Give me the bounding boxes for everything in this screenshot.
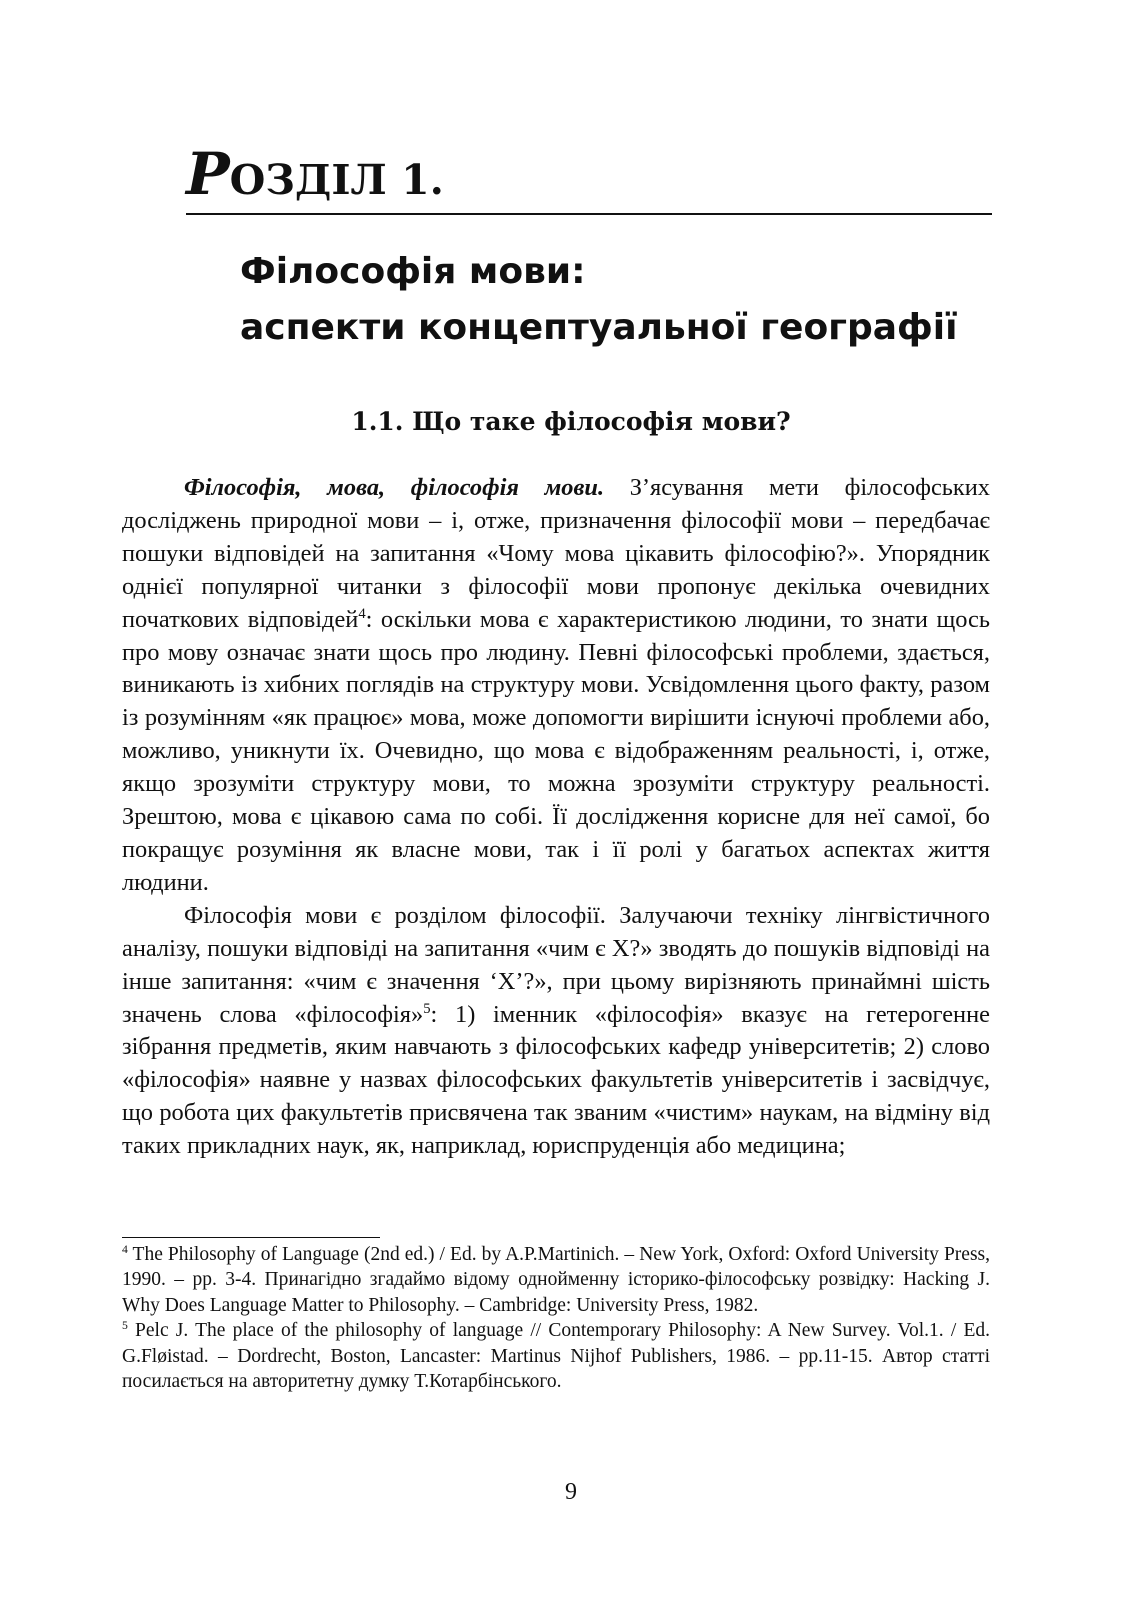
chapter-rule: [186, 213, 992, 215]
chapter-title-line-2: аспекти концептуальної географії: [240, 307, 958, 348]
footnote-5: [122, 1318, 990, 1394]
footnote-ref-5[interactable]: 5: [423, 1000, 431, 1017]
page-number: 9: [565, 1479, 577, 1505]
chapter-title: [240, 244, 1000, 356]
footnotes: [122, 1242, 990, 1394]
chapter-initial: Р: [186, 140, 230, 208]
footnote-number: 5: [122, 1319, 128, 1333]
paragraph-1-text-a: З’ясування мети філософських досліджень природної мови – і, отже, призначення філософії мови – передбачає пошуки відповідей на запитання «Чому мова цікавить філософію?». Упорядник однієї популярної читанки з філософії мови пропонує декілька очевидних початкових відповідей: [122, 474, 990, 633]
paragraph-2-text-a: Філософія мови є розділом філософії. Залучаючи техніку лінгвістичного аналізу, пошуки відповіді на запитання «чим є Х?» зводять до пошуків відповіді на інше запитання: «чим є значення ‘Х’?», при цьому вирізняють принаймні шість значень слова «філософія»: [122, 901, 990, 1028]
paragraph-lead: Філософія, мова, філософія мови.: [184, 474, 605, 501]
footnote-4: [122, 1242, 990, 1318]
chapter-label: ОЗДІЛ 1.: [229, 156, 444, 204]
section-heading: 1.1. Що таке філософія мови?: [351, 407, 791, 436]
footnote-text: The Philosophy of Language (2nd ed.) / Ed. by A.P.Martinich. – New York, Oxford: Oxford University Press, 1990. – pp. 3-4. Принагідно згадаймо відому однойменну історико-філософську розвідку: Hacking J. Why Does Language Matter to Philosophy. – Cambridge: University Press, 1982.: [122, 1244, 990, 1316]
footnote-ref-4[interactable]: 4: [358, 605, 366, 622]
body-text: [122, 472, 990, 1163]
paragraph-1: [122, 472, 990, 900]
footnote-number: 4: [122, 1242, 128, 1256]
footnote-separator: [122, 1237, 380, 1238]
paragraph-2-text-b: : 1) іменник «філософія» вказує на гетерогенне зібрання предметів, яким навчають з філософських кафедр університетів; 2) слово «філософія» наявне у назвах філософських факультетів університетів і засвідчує, що робота цих факультетів присвячена так званим «чистим» наукам, на відміну від таких прикладних наук, як, наприклад, юриспруденція або медицина;: [122, 1000, 990, 1160]
footnote-text: Pelc J. The place of the philosophy of language // Contemporary Philosophy: A New Survey. Vol.1. / Ed. G.Fløistad. – Dordrecht, Boston, Lancaster: Martinus Nijhof Publishers, 1986. – pp.11-15. Автор статті посилається на авторитетну думку Т.Котарбінського.: [122, 1320, 990, 1393]
paragraph-2: [122, 900, 990, 1163]
chapter-heading: [186, 140, 444, 208]
chapter-title-line-1: Філософія мови:: [240, 251, 586, 292]
paragraph-1-text-b: : оскільки мова є характеристикою людини, то знати щось про мову означає знати щось про людину. Певні філософські проблеми, здається, виникають із хибних поглядів на структуру мови. Усвідомлення цього факту, разом із розумінням «як працює» мова, може допомогти вирішити існуючі проблеми або, можливо, уникнути їх. Очевидно, що мова є відображенням реальності, і, отже, якщо зрозуміти структуру мови, то можна зрозуміти структуру реальності. Зрештою, мова є цікавою сама по собі. Її дослідження корисне для неї самої, бо покращує розуміння як власне мови, так і її ролі у багатьох аспектах життя людини.: [122, 605, 991, 896]
